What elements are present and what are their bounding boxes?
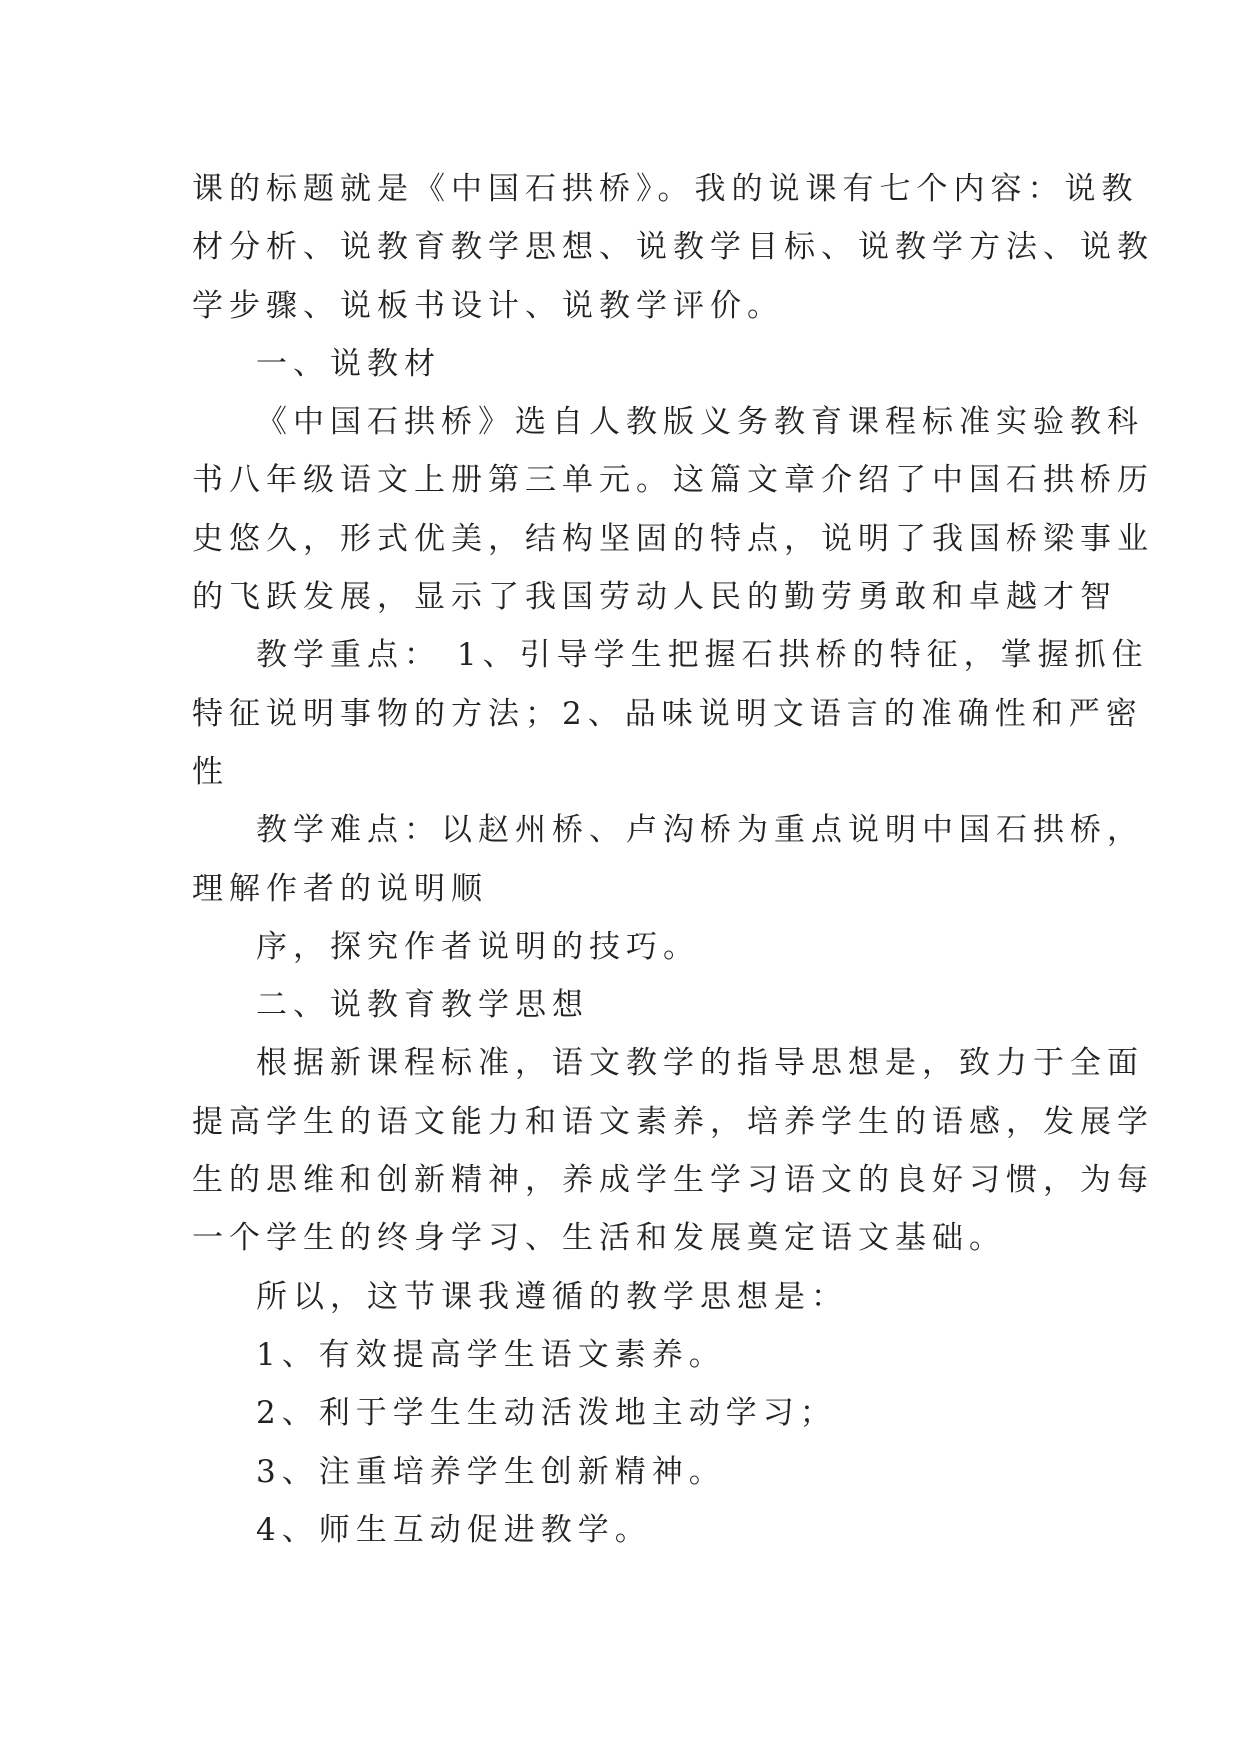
text-line: 所以，这节课我遵循的教学思想是： — [256, 1278, 848, 1315]
text-line: 的飞跃发展，显示了我国劳动人民的勤劳勇敢和卓越才智 — [192, 579, 1117, 616]
text-line: 1、有效提高学生语文素养。 — [256, 1336, 726, 1373]
text-line: 生的思维和创新精神，养成学生学习语文的良好习惯，为每 — [192, 1162, 1154, 1199]
text-line: 教学重点： 1、引导学生把握石拱桥的特征，掌握抓住 — [256, 637, 1149, 674]
text-line: 一、说教材 — [256, 345, 441, 382]
text-line: 序，探究作者说明的技巧。 — [256, 928, 700, 965]
text-line: 提高学生的语文能力和语文素养，培养学生的语感，发展学 — [192, 1103, 1154, 1140]
text-line: 性 — [192, 753, 229, 790]
text-line: 3、注重培养学生创新精神。 — [256, 1453, 726, 1490]
text-line: 根据新课程标准，语文教学的指导思想是，致力于全面 — [256, 1045, 1144, 1082]
text-line: 一个学生的终身学习、生活和发展奠定语文基础。 — [192, 1220, 1006, 1257]
text-line: 材分析、说教育教学思想、说教学目标、说教学方法、说教 — [192, 229, 1154, 266]
text-line: 二、说教育教学思想 — [256, 987, 589, 1024]
text-line: 4、师生互动促进教学。 — [256, 1511, 652, 1548]
text-line: 《中国石拱桥》选自人教版义务教育课程标准实验教科 — [256, 404, 1144, 441]
text-line: 理解作者的说明顺 — [192, 870, 488, 907]
text-line: 教学难点：以赵州桥、卢沟桥为重点说明中国石拱桥， — [256, 812, 1144, 849]
text-line: 课的标题就是《中国石拱桥》。我的说课有七个内容：说教 — [192, 171, 1139, 207]
text-line: 书八年级语文上册第三单元。这篇文章介绍了中国石拱桥历 — [192, 462, 1154, 499]
text-line: 特征说明事物的方法；2、品味说明文语言的准确性和严密 — [192, 695, 1143, 732]
text-line: 学步骤、说板书设计、说教学评价。 — [192, 287, 784, 324]
text-line: 2、利于学生生动活泼地主动学习； — [256, 1395, 837, 1432]
document-body — [192, 160, 1154, 1559]
text-line: 史悠久，形式优美，结构坚固的特点，说明了我国桥梁事业 — [192, 520, 1154, 557]
